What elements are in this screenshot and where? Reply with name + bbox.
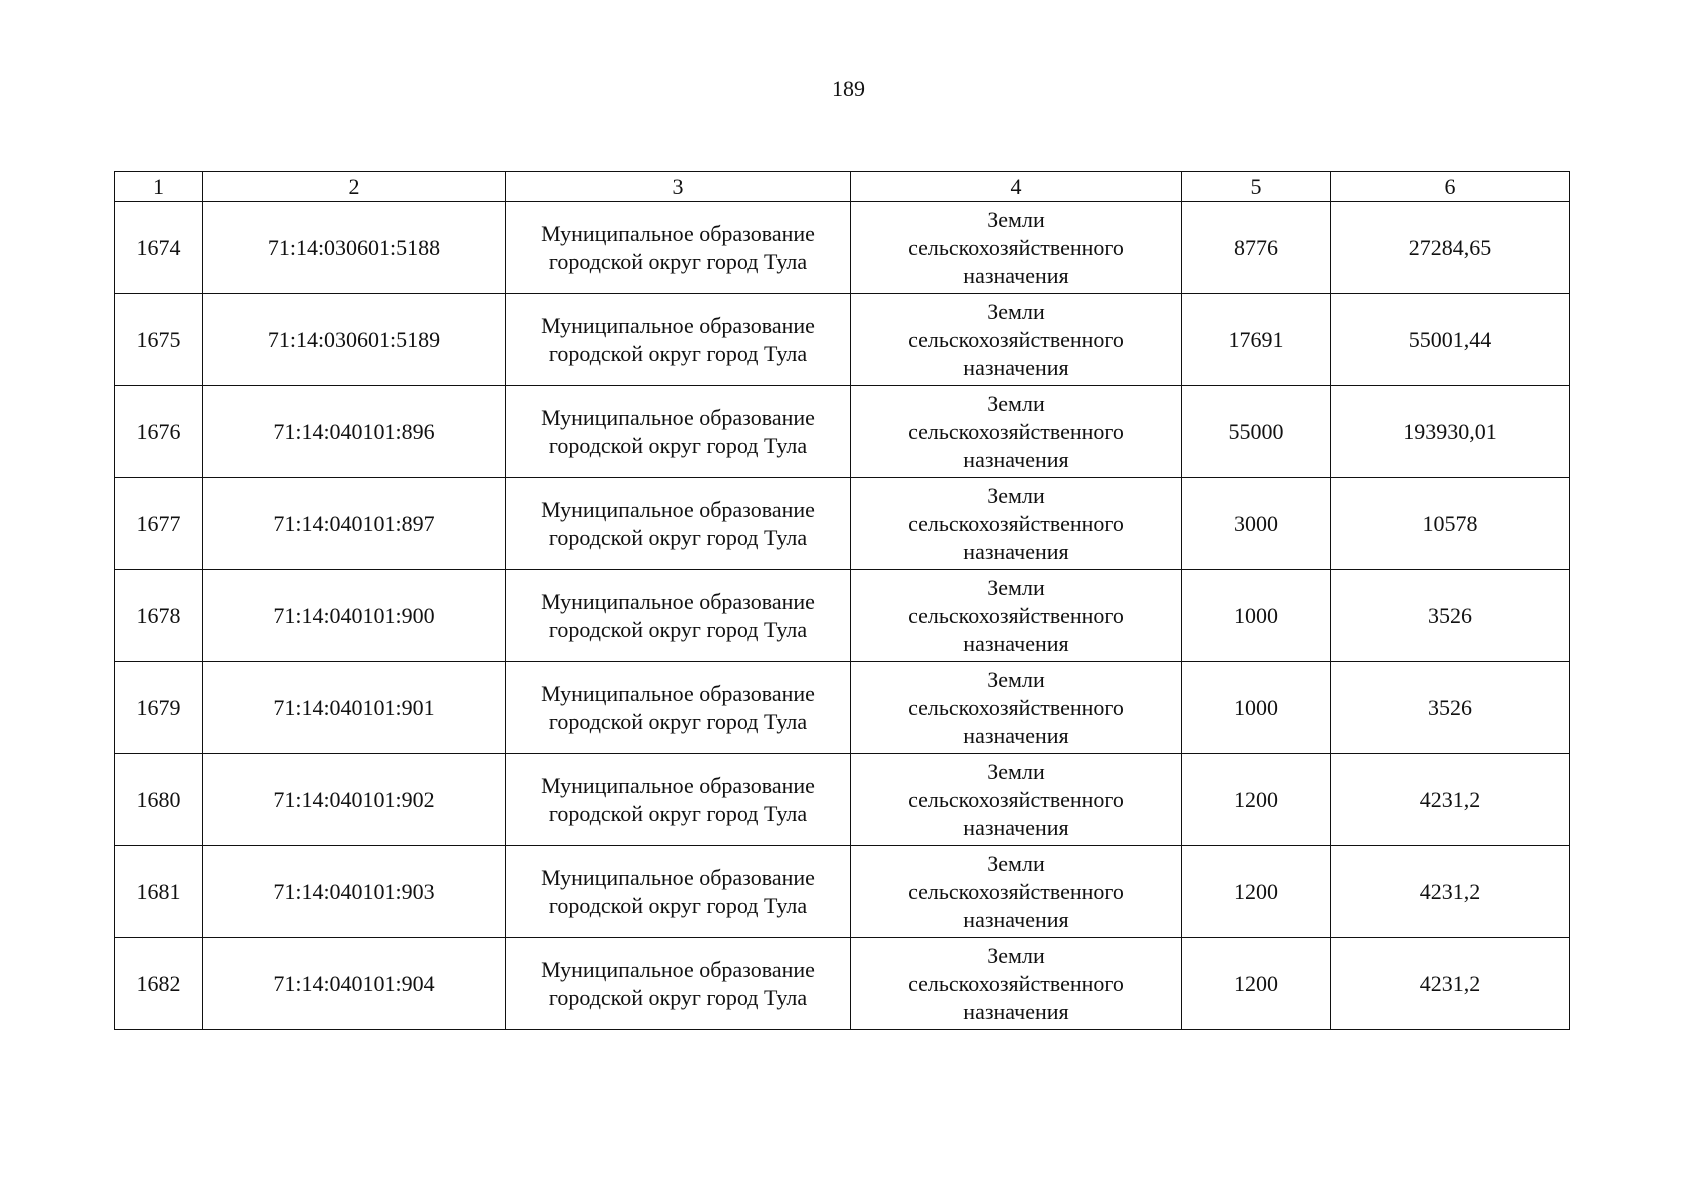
value: 4231,2 [1331,754,1570,846]
owner: Муниципальное образование городской округ город Тула [506,662,851,754]
table-row [115,478,1570,570]
row-number: 1678 [115,570,203,662]
area: 1200 [1182,754,1331,846]
land-category: Земли сельскохозяйственного назначения [851,294,1182,386]
value: 4231,2 [1331,846,1570,938]
area: 1200 [1182,938,1331,1030]
value: 3526 [1331,570,1570,662]
owner: Муниципальное образование городской округ город Тула [506,754,851,846]
table-header-row [115,172,1570,202]
row-number: 1679 [115,662,203,754]
owner: Муниципальное образование городской округ город Тула [506,386,851,478]
cadastral-number: 71:14:040101:896 [203,386,506,478]
land-category: Земли сельскохозяйственного назначения [851,202,1182,294]
cadastral-number: 71:14:040101:902 [203,754,506,846]
land-category: Земли сельскохозяйственного назначения [851,846,1182,938]
row-number: 1674 [115,202,203,294]
land-category: Земли сельскохозяйственного назначения [851,662,1182,754]
column-header-3: 3 [506,172,851,202]
table-row [115,938,1570,1030]
row-number: 1681 [115,846,203,938]
area: 17691 [1182,294,1331,386]
column-header-1: 1 [115,172,203,202]
value: 4231,2 [1331,938,1570,1030]
table-row [115,294,1570,386]
row-number: 1682 [115,938,203,1030]
page-number: 189 [832,76,865,101]
land-registry-table [114,171,1570,1030]
owner: Муниципальное образование городской округ город Тула [506,294,851,386]
owner: Муниципальное образование городской округ город Тула [506,846,851,938]
land-category: Земли сельскохозяйственного назначения [851,570,1182,662]
owner: Муниципальное образование городской округ город Тула [506,570,851,662]
area: 1000 [1182,662,1331,754]
land-category: Земли сельскохозяйственного назначения [851,386,1182,478]
table-row [115,754,1570,846]
row-number: 1675 [115,294,203,386]
row-number: 1677 [115,478,203,570]
land-category: Земли сельскохозяйственного назначения [851,754,1182,846]
column-header-2: 2 [203,172,506,202]
area: 8776 [1182,202,1331,294]
value: 27284,65 [1331,202,1570,294]
land-category: Земли сельскохозяйственного назначения [851,938,1182,1030]
area: 3000 [1182,478,1331,570]
cadastral-number: 71:14:040101:901 [203,662,506,754]
cadastral-number: 71:14:040101:903 [203,846,506,938]
cadastral-number: 71:14:040101:897 [203,478,506,570]
area: 55000 [1182,386,1331,478]
row-number: 1676 [115,386,203,478]
area: 1200 [1182,846,1331,938]
table-row [115,570,1570,662]
cadastral-number: 71:14:030601:5188 [203,202,506,294]
land-category: Земли сельскохозяйственного назначения [851,478,1182,570]
owner: Муниципальное образование городской округ город Тула [506,202,851,294]
owner: Муниципальное образование городской округ город Тула [506,938,851,1030]
value: 3526 [1331,662,1570,754]
table-row [115,846,1570,938]
column-header-4: 4 [851,172,1182,202]
cadastral-number: 71:14:040101:900 [203,570,506,662]
cadastral-number: 71:14:040101:904 [203,938,506,1030]
value: 55001,44 [1331,294,1570,386]
row-number: 1680 [115,754,203,846]
area: 1000 [1182,570,1331,662]
owner: Муниципальное образование городской округ город Тула [506,478,851,570]
value: 193930,01 [1331,386,1570,478]
table-row [115,202,1570,294]
table-row [115,662,1570,754]
table-row [115,386,1570,478]
column-header-5: 5 [1182,172,1331,202]
column-header-6: 6 [1331,172,1570,202]
value: 10578 [1331,478,1570,570]
cadastral-number: 71:14:030601:5189 [203,294,506,386]
